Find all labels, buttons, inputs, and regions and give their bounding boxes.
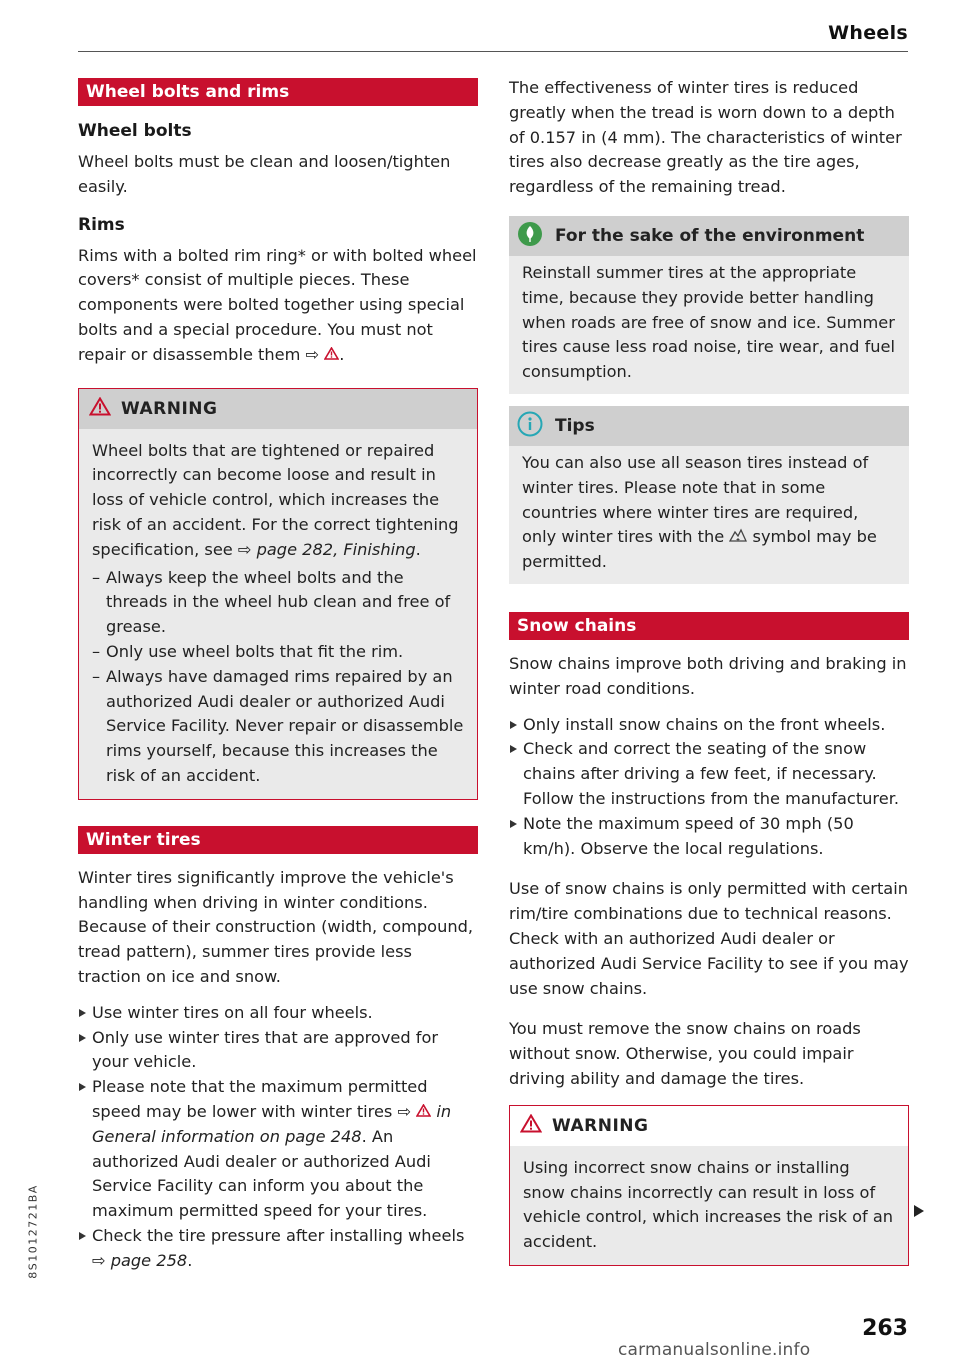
list-item-text: Check the tire pressure after installing wheels bbox=[92, 1225, 465, 1245]
page-reference-link[interactable]: ⇨ page 282, Finishing bbox=[237, 539, 416, 559]
rims-text: Rims with a bolted rim ring* or with bolted wheel covers* consist of multiple pieces. These components were bolted together using special bolts and a special procedure. You must not repair or disassemble them ⇨ . bbox=[78, 245, 477, 364]
warning-text: Using incorrect snow chains or installing snow chains incorrectly can result in loss of vehicle control, which increases the risk of an accident. bbox=[523, 1157, 894, 1252]
continue-arrow-icon bbox=[914, 1205, 924, 1217]
list-item: Note the maximum speed of 30 mph (50 km/h). Observe the local regulations. bbox=[509, 812, 909, 862]
tips-note-title: Tips bbox=[555, 415, 595, 436]
snow-chains-list bbox=[509, 713, 909, 862]
tips-text-start: You can also use all season tires instead of winter tires. Please note that in some countries where winter tires are required, only winter tires with the bbox=[522, 452, 869, 547]
environment-note bbox=[509, 216, 909, 394]
list-item: Only use winter tires that are approved for your vehicle. bbox=[78, 1026, 478, 1076]
tips-note-body bbox=[509, 446, 909, 584]
warning-title: WARNING bbox=[121, 398, 218, 419]
list-item: Check and correct the seating of the snow chains after driving a few feet, if necessary. Follow the instructions from the manufacturer. bbox=[509, 737, 909, 811]
snowflake-mountain-icon bbox=[729, 527, 747, 546]
tips-note-text bbox=[522, 451, 897, 575]
subheading-rims: Rims bbox=[78, 214, 125, 235]
winter-tires-text: Winter tires significantly improve the vehicle's handling when driving in winter conditions. Because of their construction (width, compound, tread pattern), summer tires provide less traction on ice and snow. bbox=[78, 867, 474, 986]
list-item bbox=[78, 1075, 478, 1224]
header-divider bbox=[78, 51, 908, 52]
environment-note-text: Reinstall summer tires at the appropriate time, because they provide better handling when roads are free of snow and ice. Summer tires cause less road noise, tire wear, and fuel consumption. bbox=[522, 262, 895, 382]
warning-triangle-icon bbox=[89, 397, 111, 420]
snow-chains-combinations-text: Use of snow chains is only permitted with certain rim/tire combinations due to technical reasons. Check with an authorized Audi dealer or authorized Audi Service Facility to see if you may use snow chains. bbox=[509, 879, 909, 998]
warning-triangle-icon bbox=[416, 1102, 431, 1121]
chapter-title: Wheels bbox=[828, 22, 908, 44]
warning-body bbox=[510, 1146, 908, 1265]
tips-note-header bbox=[509, 406, 909, 446]
tips-text-end: symbol may be permitted. bbox=[522, 527, 877, 572]
tips-note bbox=[509, 406, 909, 584]
document-code: 8S1012721BA bbox=[26, 1184, 40, 1279]
warning-header bbox=[510, 1106, 908, 1146]
snow-chains-text: Snow chains improve both driving and braking in winter road conditions. bbox=[509, 653, 907, 698]
warning-box-snow-chains bbox=[509, 1105, 909, 1266]
section-heading-snow-chains: Snow chains bbox=[509, 612, 909, 640]
page-reference-link[interactable]: in General information on page 248 bbox=[92, 1101, 452, 1146]
list-item-text: . An authorized Audi dealer or authorized Audi Service Facility can inform you about the maximum permitted speed for your tires. bbox=[92, 1126, 431, 1221]
list-item: – Only use wheel bolts that fit the rim. bbox=[92, 640, 465, 665]
environment-note-title: For the sake of the environment bbox=[555, 225, 865, 246]
page-number: 263 bbox=[862, 1316, 908, 1341]
list-item: – Always have damaged rims repaired by an authorized Audi dealer or authorized Audi Service Facility. Never repair or disassemble rims yourself, because this increases the risk of an accident. bbox=[92, 665, 465, 789]
warning-title: WARNING bbox=[552, 1115, 649, 1136]
rims-text-body: Rims with a bolted rim ring* or with bolted wheel covers* consist of multiple pieces. These components were bolted together using special bolts and a special procedure. You must not repair or disassemble them ⇨ bbox=[78, 245, 477, 364]
list-item: Check the tire pressure after installing wheels ⇨ page 258. bbox=[78, 1224, 478, 1274]
warning-triangle-icon bbox=[520, 1114, 542, 1137]
environment-note-body bbox=[509, 256, 909, 394]
right-column bbox=[509, 70, 909, 1266]
winter-tread-text: The effectiveness of winter tires is reduced greatly when the tread is worn down to a depth of 0.157 in (4 mm). The characteristics of winter tires also decrease greatly as the tire ages, regardless of the remaining tread. bbox=[509, 78, 902, 197]
section-heading-winter-tires: Winter tires bbox=[78, 826, 478, 854]
warning-box-wheel-bolts bbox=[78, 388, 478, 800]
subheading-wheel-bolts: Wheel bolts bbox=[78, 121, 192, 141]
info-icon bbox=[517, 411, 543, 441]
list-item-text: Please note that the maximum permitted speed may be lower with winter tires ⇨ bbox=[92, 1077, 428, 1121]
warning-body bbox=[79, 429, 477, 799]
list-item: – Always keep the wheel bolts and the threads in the wheel hub clean and free of grease. bbox=[92, 566, 465, 640]
list-item: Use winter tires on all four wheels. bbox=[78, 1001, 478, 1026]
section-heading-wheel-bolts-and-rims: Wheel bolts and rims bbox=[78, 78, 478, 106]
page-reference-link[interactable]: ⇨ page 258 bbox=[92, 1250, 188, 1270]
warning-triangle-icon bbox=[324, 345, 339, 364]
winter-tires-list bbox=[78, 1001, 478, 1274]
environment-leaf-icon bbox=[517, 221, 543, 251]
left-column bbox=[78, 70, 478, 1273]
snow-chains-removal-text: You must remove the snow chains on roads without snow. Otherwise, you could impair driving ability and damage the tires. bbox=[509, 1019, 861, 1088]
environment-note-header bbox=[509, 216, 909, 256]
warning-list bbox=[92, 566, 465, 789]
watermark: carmanualsonline.info bbox=[618, 1340, 811, 1360]
wheel-bolts-text: Wheel bolts must be clean and loosen/tighten easily. bbox=[78, 152, 451, 196]
warning-header bbox=[79, 389, 477, 429]
warning-text-body: Wheel bolts that are tightened or repaired incorrectly can become loose and result in loss of vehicle control, which increases the risk of an accident. For the correct tightening specification, see bbox=[92, 440, 459, 559]
list-item: Only install snow chains on the front wheels. bbox=[509, 713, 909, 738]
warning-text: Wheel bolts that are tightened or repaired incorrectly can become loose and result in loss of vehicle control, which increases the risk of an accident. For the correct tightening specification, see ⇨ page 282, Finishing. bbox=[92, 440, 459, 559]
